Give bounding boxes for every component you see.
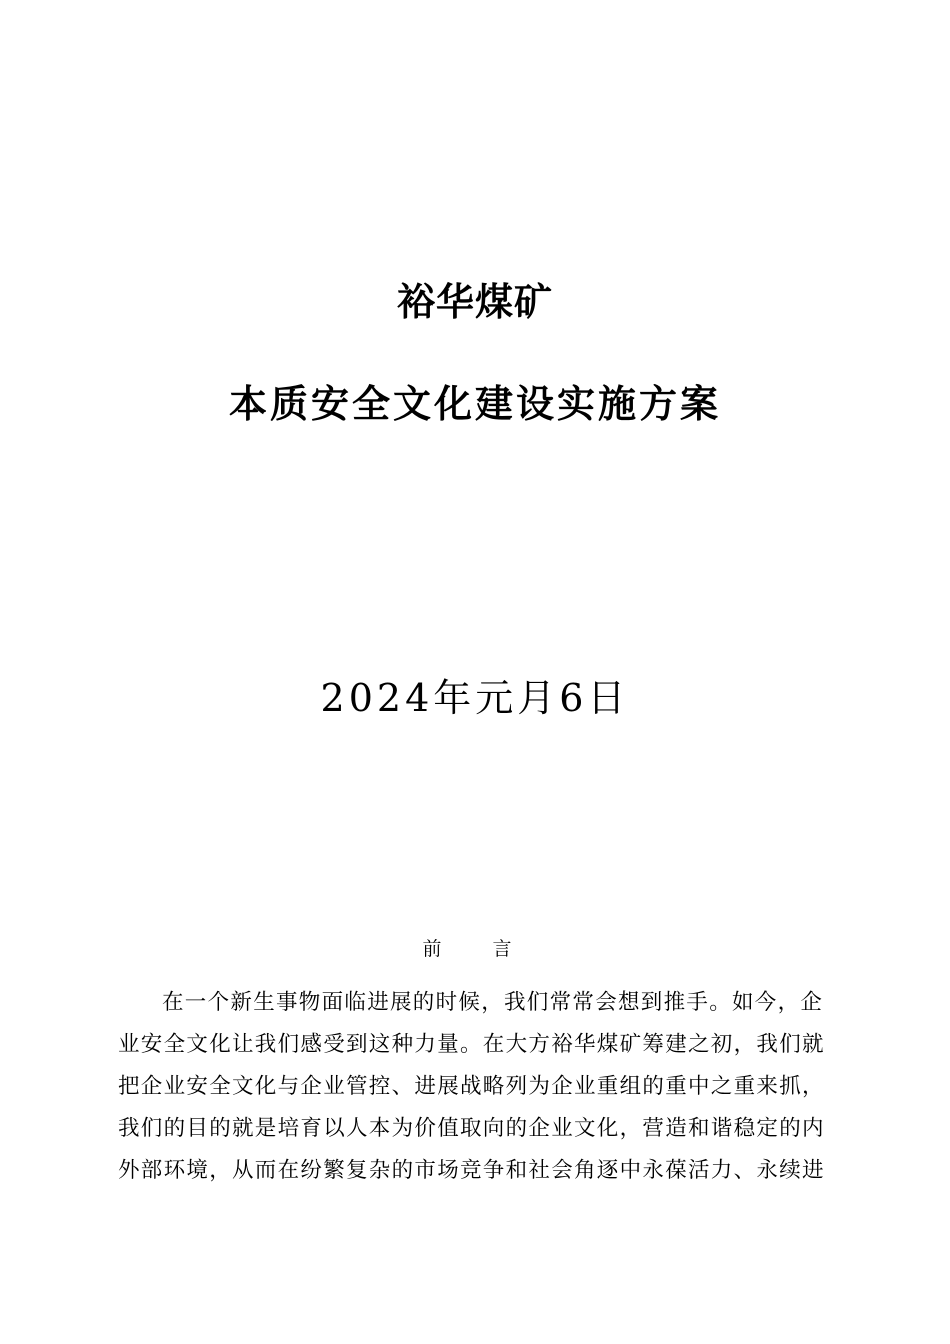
preface-line: 把企业安全文化与企业管控、进展战略列为企业重组的重中之重来抓， (118, 1074, 825, 1099)
preface-paragraph (118, 982, 832, 1192)
document-title: 本质安全文化建设实施方案 (228, 382, 721, 426)
organization-title: 裕华煤矿 (396, 280, 553, 324)
preface-line: 在一个新生事物面临进展的时候，我们常常会想到推手。如今，企 (162, 990, 824, 1015)
preface-line: 我们的目的就是培育以人本为价值取向的企业文化，营造和谐稳定的内 (118, 1116, 825, 1141)
preface-heading: 前 言 (422, 938, 528, 960)
preface-line: 外部环境，从而在纷繁复杂的市场竞争和社会角逐中永葆活力、永续进 (118, 1158, 825, 1183)
document-date: 2024年元月6日 (320, 676, 630, 720)
preface-line: 业安全文化让我们感受到这种力量。在大方裕华煤矿筹建之初，我们就 (118, 1032, 825, 1057)
